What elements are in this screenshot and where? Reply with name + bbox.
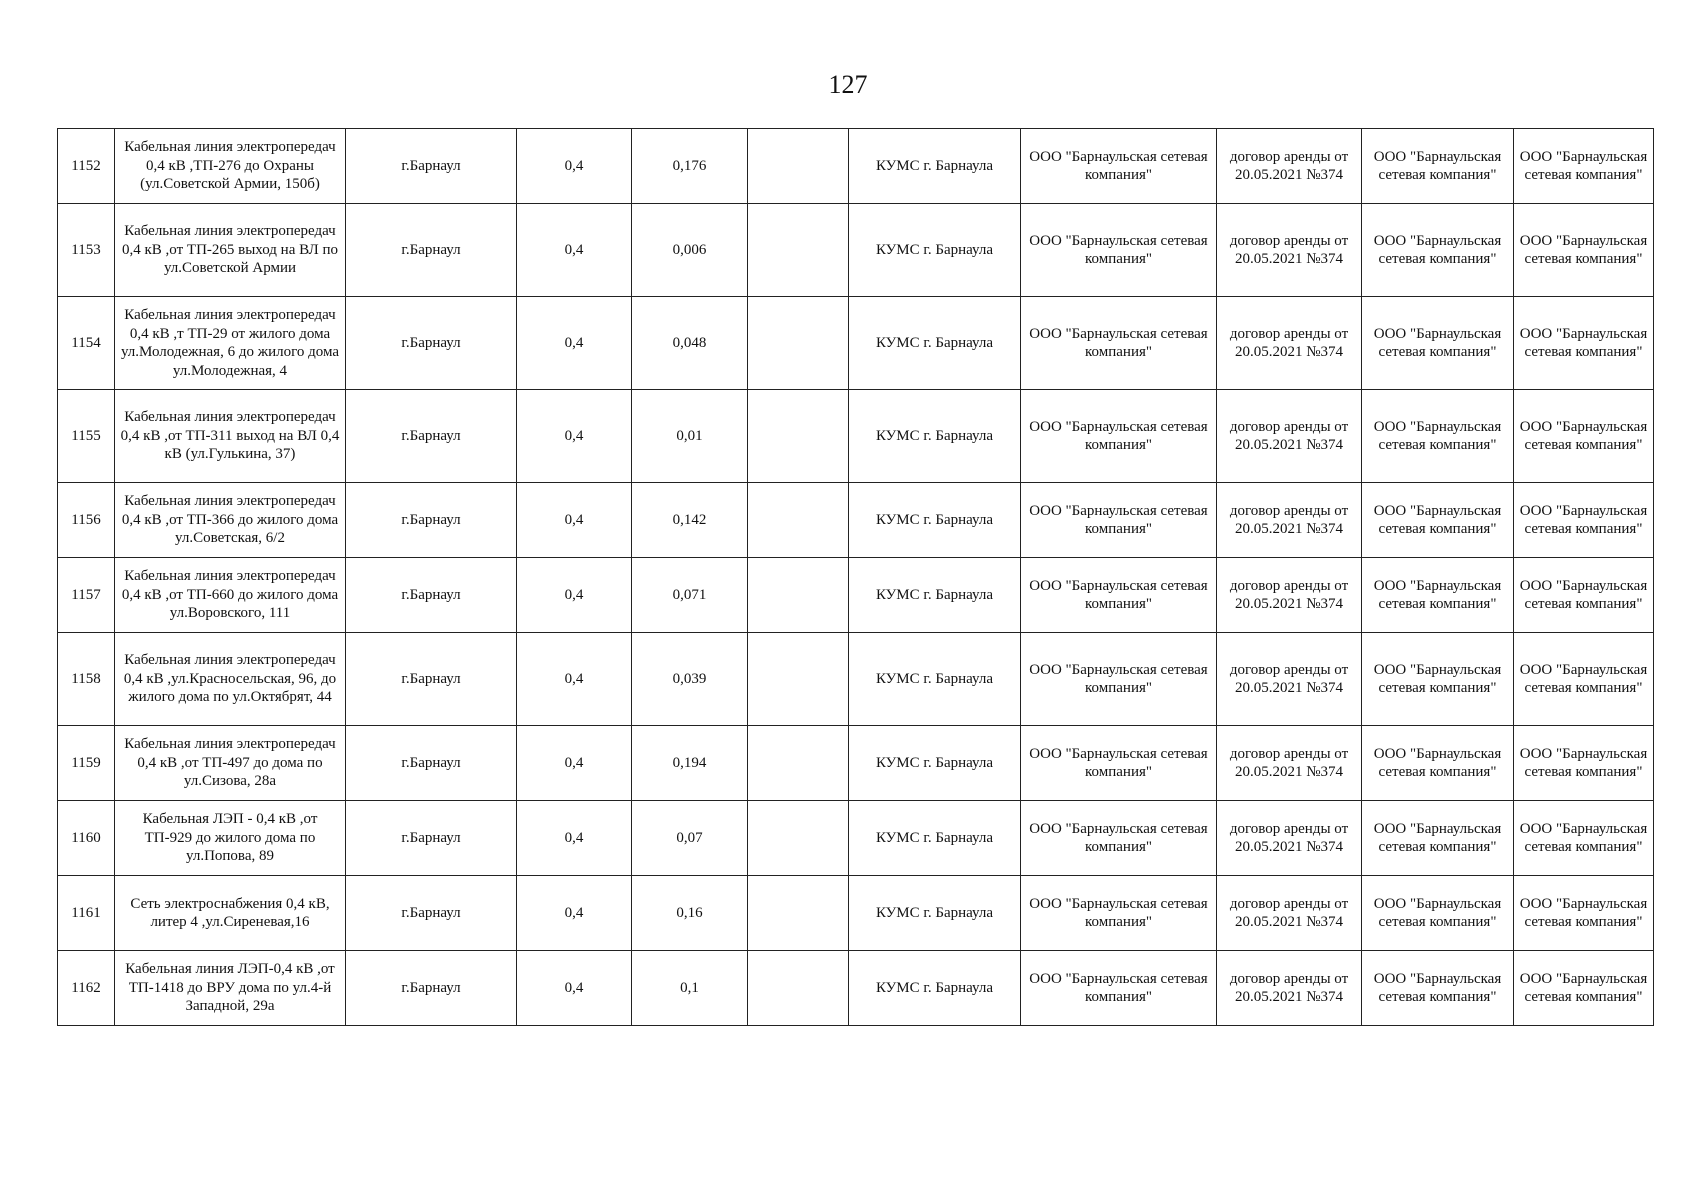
cell-holder: ООО "Барнаульская сетевая компания" <box>1021 390 1217 483</box>
cell-length-km: 0,142 <box>632 483 748 558</box>
cell-row-number: 1162 <box>58 951 115 1026</box>
cell-holder: ООО "Барнаульская сетевая компания" <box>1021 204 1217 297</box>
cell-object-name: Кабельная линия электропередач 0,4 кВ ,т ТП-29 от жилого дома ул.Молодежная, 6 до жилого дома ул.Молодежная, 4 <box>115 297 346 390</box>
cell-operator: ООО "Барнаульская сетевая компания" <box>1514 876 1654 951</box>
cell-row-number: 1155 <box>58 390 115 483</box>
cell-voltage-kv: 0,4 <box>517 204 632 297</box>
cell-object-name: Кабельная линия электропередач 0,4 кВ ,от ТП-311 выход на ВЛ 0,4 кВ (ул.Гулькина, 37) <box>115 390 346 483</box>
cell-city: г.Барнаул <box>346 876 517 951</box>
cell-legal-basis: договор аренды от 20.05.2021 №374 <box>1217 390 1362 483</box>
cell-object-name: Кабельная линия электропередач 0,4 кВ ,ул.Красносельская, 96, до жилого дома по ул.Октябрят, 44 <box>115 633 346 726</box>
cell-owner: КУМС г. Барнаула <box>849 951 1021 1026</box>
cell-holder: ООО "Барнаульская сетевая компания" <box>1021 801 1217 876</box>
cell-voltage-kv: 0,4 <box>517 129 632 204</box>
table-row <box>58 951 1654 1026</box>
cell-object-name: Кабельная линия электропередач 0,4 кВ ,от ТП-497 до дома по ул.Сизова, 28а <box>115 726 346 801</box>
cell-user: ООО "Барнаульская сетевая компания" <box>1362 297 1514 390</box>
cell-legal-basis: договор аренды от 20.05.2021 №374 <box>1217 876 1362 951</box>
cell-owner: КУМС г. Барнаула <box>849 558 1021 633</box>
cell-legal-basis: договор аренды от 20.05.2021 №374 <box>1217 204 1362 297</box>
cell-row-number: 1158 <box>58 633 115 726</box>
cell-user: ООО "Барнаульская сетевая компания" <box>1362 204 1514 297</box>
cell-empty-cell <box>748 633 849 726</box>
cell-row-number: 1153 <box>58 204 115 297</box>
cell-holder: ООО "Барнаульская сетевая компания" <box>1021 633 1217 726</box>
cell-city: г.Барнаул <box>346 558 517 633</box>
cell-user: ООО "Барнаульская сетевая компания" <box>1362 390 1514 483</box>
table-row <box>58 801 1654 876</box>
cell-owner: КУМС г. Барнаула <box>849 633 1021 726</box>
cell-empty-cell <box>748 801 849 876</box>
cell-owner: КУМС г. Барнаула <box>849 876 1021 951</box>
cell-object-name: Кабельная линия ЛЭП-0,4 кВ ,от ТП-1418 до ВРУ дома по ул.4-й Западной, 29а <box>115 951 346 1026</box>
cell-user: ООО "Барнаульская сетевая компания" <box>1362 726 1514 801</box>
table-row <box>58 876 1654 951</box>
cell-user: ООО "Барнаульская сетевая компания" <box>1362 633 1514 726</box>
cell-voltage-kv: 0,4 <box>517 801 632 876</box>
table-row <box>58 558 1654 633</box>
cell-voltage-kv: 0,4 <box>517 483 632 558</box>
table-row <box>58 726 1654 801</box>
cell-row-number: 1160 <box>58 801 115 876</box>
cell-row-number: 1152 <box>58 129 115 204</box>
cell-legal-basis: договор аренды от 20.05.2021 №374 <box>1217 726 1362 801</box>
cell-city: г.Барнаул <box>346 801 517 876</box>
table-row <box>58 483 1654 558</box>
cell-empty-cell <box>748 390 849 483</box>
cell-row-number: 1154 <box>58 297 115 390</box>
table-row <box>58 297 1654 390</box>
table-row <box>58 129 1654 204</box>
cell-owner: КУМС г. Барнаула <box>849 390 1021 483</box>
cell-voltage-kv: 0,4 <box>517 390 632 483</box>
cell-city: г.Барнаул <box>346 297 517 390</box>
cell-object-name: Кабельная линия электропередач 0,4 кВ ,ТП-276 до Охраны (ул.Советской Армии, 150б) <box>115 129 346 204</box>
cell-empty-cell <box>748 129 849 204</box>
cell-length-km: 0,1 <box>632 951 748 1026</box>
cell-city: г.Барнаул <box>346 390 517 483</box>
cell-operator: ООО "Барнаульская сетевая компания" <box>1514 951 1654 1026</box>
cell-legal-basis: договор аренды от 20.05.2021 №374 <box>1217 558 1362 633</box>
cell-operator: ООО "Барнаульская сетевая компания" <box>1514 633 1654 726</box>
cell-empty-cell <box>748 483 849 558</box>
cell-user: ООО "Барнаульская сетевая компания" <box>1362 801 1514 876</box>
cell-row-number: 1161 <box>58 876 115 951</box>
cell-holder: ООО "Барнаульская сетевая компания" <box>1021 951 1217 1026</box>
cell-empty-cell <box>748 951 849 1026</box>
cell-voltage-kv: 0,4 <box>517 558 632 633</box>
cell-empty-cell <box>748 726 849 801</box>
cell-city: г.Барнаул <box>346 483 517 558</box>
table-row <box>58 204 1654 297</box>
cell-holder: ООО "Барнаульская сетевая компания" <box>1021 483 1217 558</box>
cell-legal-basis: договор аренды от 20.05.2021 №374 <box>1217 633 1362 726</box>
cell-voltage-kv: 0,4 <box>517 876 632 951</box>
cell-length-km: 0,01 <box>632 390 748 483</box>
cell-row-number: 1156 <box>58 483 115 558</box>
cell-length-km: 0,07 <box>632 801 748 876</box>
cell-holder: ООО "Барнаульская сетевая компания" <box>1021 726 1217 801</box>
cell-legal-basis: договор аренды от 20.05.2021 №374 <box>1217 483 1362 558</box>
cell-voltage-kv: 0,4 <box>517 297 632 390</box>
cell-length-km: 0,006 <box>632 204 748 297</box>
cell-city: г.Барнаул <box>346 726 517 801</box>
cell-owner: КУМС г. Барнаула <box>849 204 1021 297</box>
cell-length-km: 0,176 <box>632 129 748 204</box>
cell-legal-basis: договор аренды от 20.05.2021 №374 <box>1217 801 1362 876</box>
cell-owner: КУМС г. Барнаула <box>849 726 1021 801</box>
cell-owner: КУМС г. Барнаула <box>849 129 1021 204</box>
cell-operator: ООО "Барнаульская сетевая компания" <box>1514 483 1654 558</box>
cell-object-name: Кабельная линия электропередач 0,4 кВ ,от ТП-366 до жилого дома ул.Советская, 6/2 <box>115 483 346 558</box>
cell-empty-cell <box>748 297 849 390</box>
cell-operator: ООО "Барнаульская сетевая компания" <box>1514 726 1654 801</box>
cell-length-km: 0,048 <box>632 297 748 390</box>
cell-city: г.Барнаул <box>346 633 517 726</box>
cell-user: ООО "Барнаульская сетевая компания" <box>1362 483 1514 558</box>
cell-length-km: 0,194 <box>632 726 748 801</box>
cell-holder: ООО "Барнаульская сетевая компания" <box>1021 297 1217 390</box>
cell-row-number: 1157 <box>58 558 115 633</box>
cell-object-name: Кабельная линия электропередач 0,4 кВ ,от ТП-660 до жилого дома ул.Воровского, 111 <box>115 558 346 633</box>
cell-object-name: Кабельная ЛЭП - 0,4 кВ ,от ТП-929 до жилого дома по ул.Попова, 89 <box>115 801 346 876</box>
cell-operator: ООО "Барнаульская сетевая компания" <box>1514 129 1654 204</box>
cell-holder: ООО "Барнаульская сетевая компания" <box>1021 558 1217 633</box>
cell-legal-basis: договор аренды от 20.05.2021 №374 <box>1217 129 1362 204</box>
cell-user: ООО "Барнаульская сетевая компания" <box>1362 558 1514 633</box>
cell-owner: КУМС г. Барнаула <box>849 297 1021 390</box>
cell-owner: КУМС г. Барнаула <box>849 801 1021 876</box>
cell-operator: ООО "Барнаульская сетевая компания" <box>1514 801 1654 876</box>
page-number: 127 <box>828 70 868 99</box>
cell-empty-cell <box>748 204 849 297</box>
cell-empty-cell <box>748 558 849 633</box>
cell-user: ООО "Барнаульская сетевая компания" <box>1362 951 1514 1026</box>
cell-object-name: Сеть электроснабжения 0,4 кВ, литер 4 ,ул.Сиреневая,16 <box>115 876 346 951</box>
property-registry-table <box>57 128 1654 1026</box>
cell-operator: ООО "Барнаульская сетевая компания" <box>1514 297 1654 390</box>
cell-row-number: 1159 <box>58 726 115 801</box>
cell-length-km: 0,039 <box>632 633 748 726</box>
cell-length-km: 0,16 <box>632 876 748 951</box>
cell-object-name: Кабельная линия электропередач 0,4 кВ ,от ТП-265 выход на ВЛ по ул.Советской Армии <box>115 204 346 297</box>
cell-voltage-kv: 0,4 <box>517 633 632 726</box>
cell-holder: ООО "Барнаульская сетевая компания" <box>1021 129 1217 204</box>
cell-city: г.Барнаул <box>346 204 517 297</box>
cell-operator: ООО "Барнаульская сетевая компания" <box>1514 204 1654 297</box>
cell-voltage-kv: 0,4 <box>517 726 632 801</box>
cell-length-km: 0,071 <box>632 558 748 633</box>
table-body <box>58 129 1654 1026</box>
cell-legal-basis: договор аренды от 20.05.2021 №374 <box>1217 951 1362 1026</box>
cell-city: г.Барнаул <box>346 129 517 204</box>
cell-user: ООО "Барнаульская сетевая компания" <box>1362 129 1514 204</box>
cell-operator: ООО "Барнаульская сетевая компания" <box>1514 390 1654 483</box>
cell-voltage-kv: 0,4 <box>517 951 632 1026</box>
cell-holder: ООО "Барнаульская сетевая компания" <box>1021 876 1217 951</box>
table-row <box>58 633 1654 726</box>
cell-user: ООО "Барнаульская сетевая компания" <box>1362 876 1514 951</box>
cell-owner: КУМС г. Барнаула <box>849 483 1021 558</box>
cell-operator: ООО "Барнаульская сетевая компания" <box>1514 558 1654 633</box>
table-row <box>58 390 1654 483</box>
cell-empty-cell <box>748 876 849 951</box>
cell-city: г.Барнаул <box>346 951 517 1026</box>
cell-legal-basis: договор аренды от 20.05.2021 №374 <box>1217 297 1362 390</box>
